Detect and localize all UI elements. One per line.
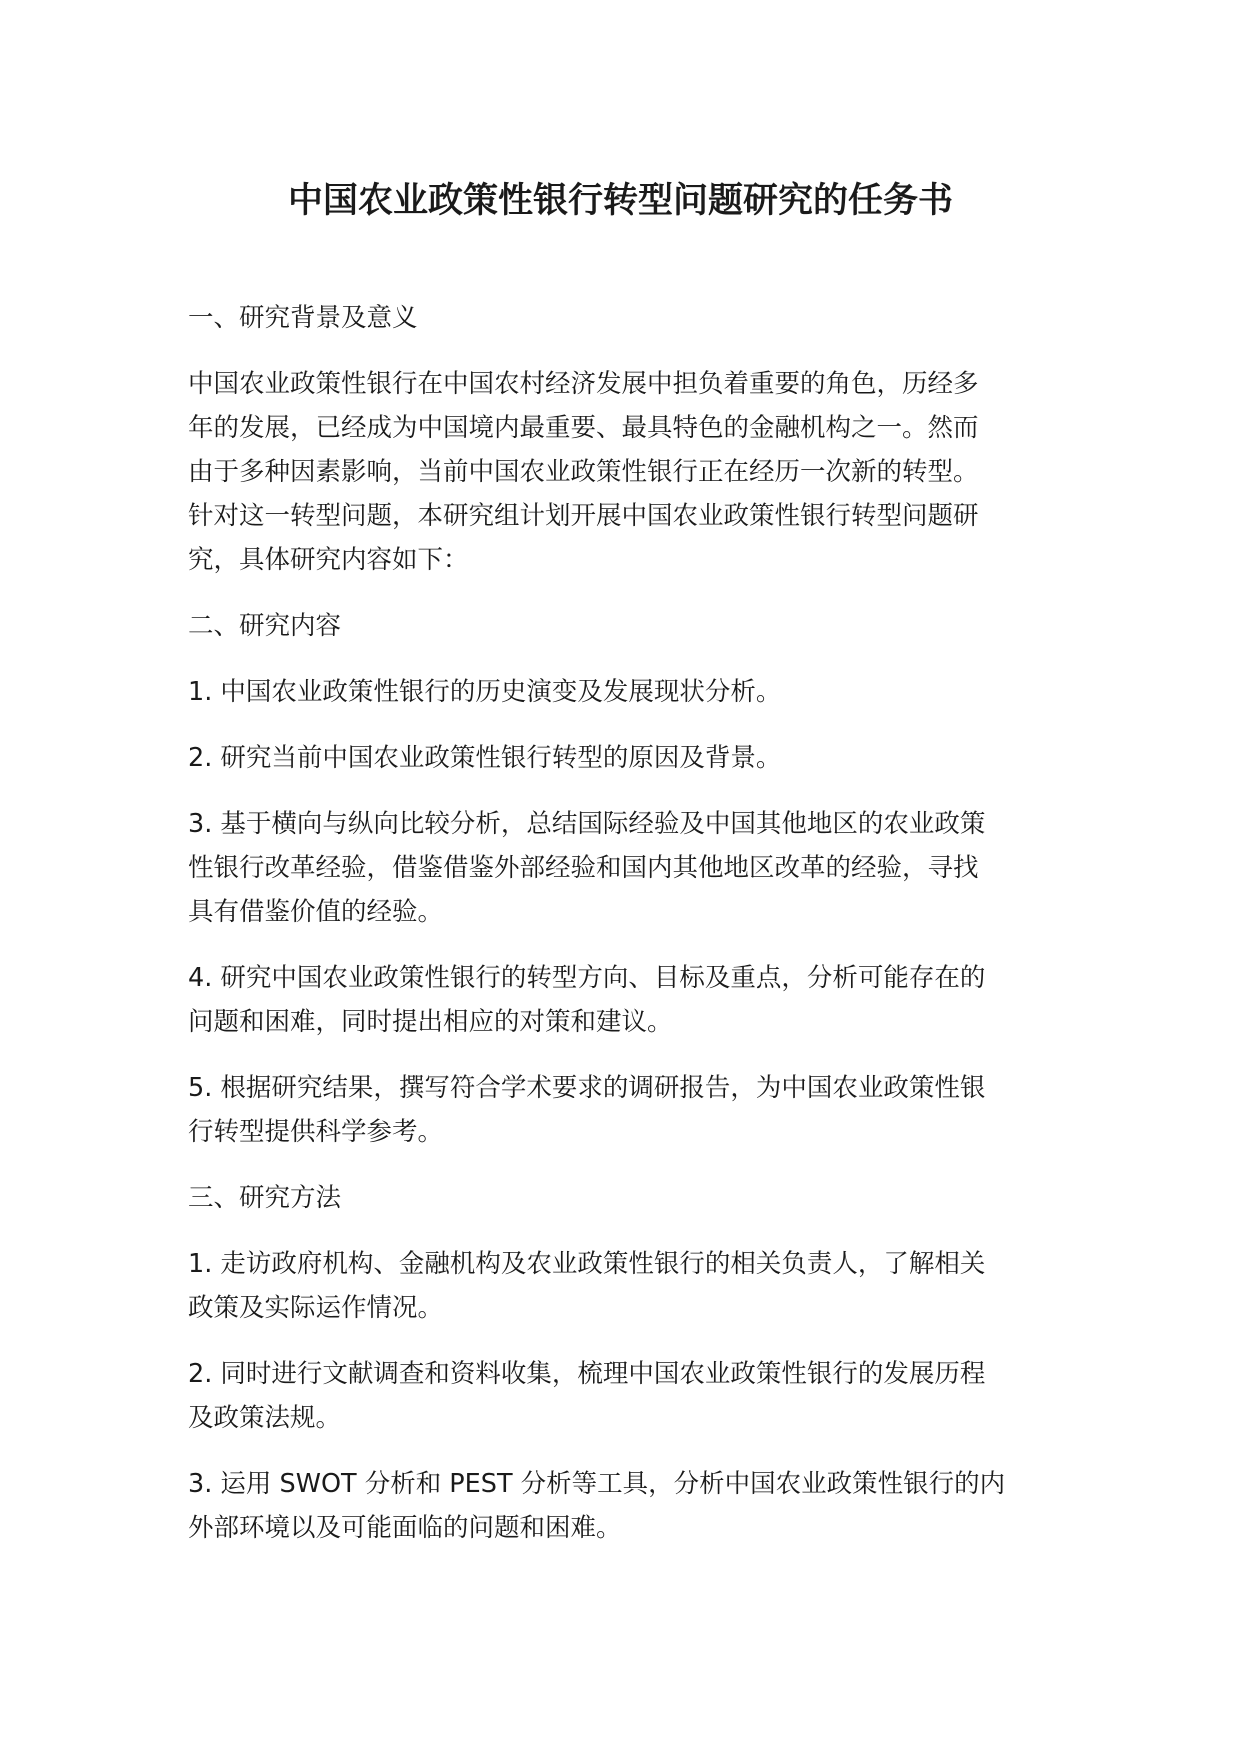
section-method [188, 1176, 1041, 1550]
text-line: 政策及实际运作情况。 [188, 1293, 444, 1323]
list-item [188, 736, 1041, 780]
text-line: 问题和困难，同时提出相应的对策和建议。 [188, 1007, 673, 1037]
text-line: 外部环境以及可能面临的问题和困难。 [188, 1513, 622, 1543]
text-line: 究，具体研究内容如下： [188, 545, 469, 575]
list-item [188, 1352, 1041, 1440]
section-heading: 一、研究背景及意义 [188, 303, 418, 333]
text-line: 2. 研究当前中国农业政策性银行转型的原因及背景。 [188, 743, 782, 773]
text-line: 具有借鉴价值的经验。 [188, 897, 444, 927]
text-line: 年的发展，已经成为中国境内最重要、最具特色的金融机构之一。然而 [188, 413, 979, 443]
text-line: 由于多种因素影响，当前中国农业政策性银行正在经历一次新的转型。 [188, 457, 979, 487]
section-background [188, 296, 1041, 582]
text-line: 1. 中国农业政策性银行的历史演变及发展现状分析。 [188, 677, 782, 707]
section-content [188, 604, 1041, 1154]
text-line: 中国农业政策性银行在中国农村经济发展中担负着重要的角色，历经多 [188, 369, 979, 399]
section-heading: 二、研究内容 [188, 611, 342, 641]
text-line: 2. 同时进行文献调查和资料收集，梳理中国农业政策性银行的发展历程 [188, 1359, 986, 1389]
list-item [188, 1462, 1041, 1550]
list-item [188, 670, 1041, 714]
document-body [188, 296, 1041, 1572]
list-item [188, 956, 1041, 1044]
text-line: 5. 根据研究结果，撰写符合学术要求的调研报告，为中国农业政策性银 [188, 1073, 986, 1103]
list-item [188, 802, 1041, 934]
text-line: 及政策法规。 [188, 1403, 342, 1433]
text-line: 针对这一转型问题，本研究组计划开展中国农业政策性银行转型问题研 [188, 501, 979, 531]
paragraph [188, 362, 1041, 582]
list-item [188, 1066, 1041, 1154]
document-title: 中国农业政策性银行转型问题研究的任务书 [287, 181, 953, 221]
text-line: 3. 运用 SWOT 分析和 PEST 分析等工具，分析中国农业政策性银行的内 [188, 1469, 1006, 1499]
list-item [188, 1242, 1041, 1330]
section-heading: 三、研究方法 [188, 1183, 342, 1213]
text-line: 1. 走访政府机构、金融机构及农业政策性银行的相关负责人，了解相关 [188, 1249, 986, 1279]
text-line: 3. 基于横向与纵向比较分析，总结国际经验及中国其他地区的农业政策 [188, 809, 986, 839]
text-line: 行转型提供科学参考。 [188, 1117, 444, 1147]
text-line: 性银行改革经验，借鉴借鉴外部经验和国内其他地区改革的经验，寻找 [188, 853, 979, 883]
text-line: 4. 研究中国农业政策性银行的转型方向、目标及重点，分析可能存在的 [188, 963, 986, 993]
